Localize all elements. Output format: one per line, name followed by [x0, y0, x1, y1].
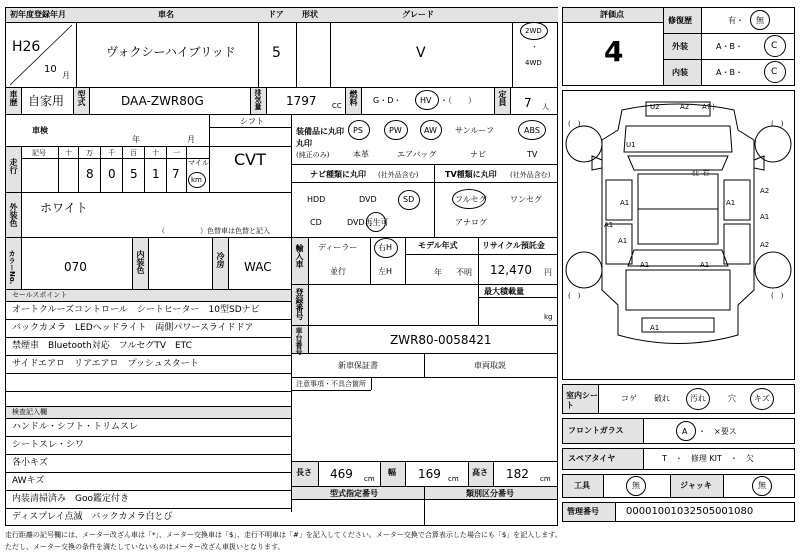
digit-header: 十: [152, 149, 159, 157]
equip-item: エアバッグ: [397, 150, 437, 159]
svg-text:( ): ( ): [568, 120, 581, 128]
car-name-label: 車名: [158, 10, 174, 19]
chassis-value: ZWR80-0058421: [390, 333, 492, 347]
equipment-sub: (純正のみ): [296, 151, 330, 159]
color-code: 070: [64, 260, 87, 274]
width-label: 幅: [388, 468, 396, 477]
equip-item: PS: [353, 126, 363, 135]
interior-label: 内装: [672, 68, 688, 77]
damage-code: A2: [760, 187, 770, 195]
grade-label: グレード: [402, 10, 434, 19]
exterior-value: A・B・: [716, 42, 743, 51]
new-warranty: 新車保証書: [338, 361, 378, 370]
sales-point-line: サイドエアロ リアエアロ プッシュスタート: [12, 359, 199, 369]
drive-dot: ・: [531, 43, 538, 51]
damage-code: ﾋﾋﾞ右: [692, 169, 710, 177]
height-unit: cm: [540, 475, 551, 483]
reg-year-label: 初年度登録年月: [10, 10, 66, 19]
digit-header: 百: [130, 149, 137, 157]
color-label: 外装色: [9, 203, 18, 227]
chassis-label: 車台番号: [295, 327, 303, 355]
color-value: ホワイト: [40, 201, 88, 215]
svg-text:( ): ( ): [771, 120, 784, 128]
digit-header: 万: [86, 149, 93, 157]
mileage-label: 走行: [9, 158, 18, 174]
fuel-hv: HV: [420, 96, 432, 105]
footer-note: ただし、メーター交換の条件を満たしていないものはメーター改ざん車扱いとなります。: [5, 543, 285, 551]
usage-value: 自家用: [28, 94, 65, 108]
sales-point-line: オートクルーズコントロール シートヒーター 10型SDナビ: [12, 305, 260, 315]
inspection-note-line: 各小キズ: [12, 458, 48, 468]
mileage-digit: 5: [130, 167, 138, 181]
damage-code: A?ト: [702, 103, 718, 111]
capacity-unit: 人: [542, 103, 549, 111]
management-label: 管理番号: [567, 507, 599, 516]
door-label: ドア: [268, 10, 284, 19]
interior-seat-option: 破れ: [654, 394, 670, 403]
sales-point-line: 禁煙車 Bluetooth対応 フルセグTV ETC: [12, 341, 192, 351]
jack-label: ジャッキ: [680, 481, 712, 490]
tools-value: 無: [632, 481, 640, 490]
inspection-notes-label: 検査記入欄: [12, 408, 47, 416]
color-note: （ ）色替車は色替と記入: [158, 227, 270, 235]
reg-year: H26: [12, 39, 41, 55]
repair-label: 修復歴: [668, 16, 692, 25]
cooler-label: 冷房: [216, 252, 225, 268]
mileage-sub: 記号: [32, 149, 46, 157]
digit-header: 千: [108, 149, 115, 157]
damage-code: A2: [760, 241, 770, 249]
color-code-label: カラーNo.: [8, 250, 16, 285]
shift-value: CVT: [234, 150, 266, 169]
height-label: 高さ: [472, 468, 488, 477]
model-year-unknown: 不明: [456, 268, 472, 277]
usage-label: 車歴: [9, 90, 18, 106]
spare-tire-value: T ・ 修理 KIT ・ 欠: [662, 454, 754, 463]
interior-value: A・B・: [716, 68, 743, 77]
tv-item: ワンセグ: [510, 195, 542, 204]
damage-code: U2: [650, 103, 660, 111]
steering-right: 右H: [378, 243, 393, 252]
equip-item: ABS: [524, 126, 540, 135]
drive-2wd: 2WD: [525, 27, 542, 35]
inspection-note-line: シートスレ・シワ: [12, 440, 84, 450]
import-label: 輸入車: [295, 244, 304, 268]
equip-item: サンルーフ: [455, 126, 494, 135]
tv-sub: (社外品含む): [510, 171, 551, 179]
fuel-label: 燃料: [349, 90, 358, 106]
car-name: ヴォクシーハイブリッド: [106, 45, 236, 59]
model-year-label: モデル年式: [418, 241, 458, 250]
equip-item: TV: [527, 150, 538, 159]
length-label: 長さ: [296, 468, 312, 477]
reg-month: 10: [44, 64, 57, 75]
length-unit: cm: [364, 475, 375, 483]
equipment-label-2: 丸印: [296, 139, 312, 148]
registration-label: 登録番号: [295, 288, 304, 320]
navi-sub: (社外品含む): [378, 171, 419, 179]
inspection-note-line: ディスプレイ点滅 バックカメラ白とび: [12, 512, 173, 522]
windshield-rest: ・ ×要ス: [698, 427, 737, 436]
fuel-options: G・D・: [373, 96, 402, 105]
recycle-value: 12,470: [490, 263, 532, 277]
cc-unit: CC: [332, 102, 342, 110]
tv-item: アナログ: [455, 218, 487, 227]
shape-label: 形状: [302, 10, 318, 19]
type-designation-label: 型式指定番号: [330, 489, 378, 498]
navi-item: DVD再生可: [347, 218, 389, 227]
interior-seat-option: 汚れ: [690, 394, 706, 403]
car-diagram-drawing: [562, 90, 795, 380]
capacity-label: 定員: [498, 90, 507, 106]
interior-circled: C: [771, 67, 778, 77]
navi-label: ナビ種類に丸印: [310, 170, 366, 179]
recycle-label: リサイクル預託金: [482, 241, 545, 250]
svg-text:( ): ( ): [568, 292, 581, 300]
damage-code: A2: [680, 103, 690, 111]
inspection-note-line: AWキズ: [12, 476, 45, 486]
length-value: 469: [330, 467, 353, 481]
windshield-label: フロントガラス: [568, 426, 624, 435]
inspection-year-unit: 年: [132, 135, 140, 144]
inspection-month-unit: 月: [187, 135, 195, 144]
mileage-digit: 8: [86, 167, 94, 181]
drive-4wd: 4WD: [525, 59, 542, 67]
interior-color-label: 内装色: [136, 250, 145, 274]
interior-seat-option: キズ: [754, 394, 770, 403]
interior-seat-label: 室内シート: [566, 391, 598, 410]
inspection-note-line: 内装清掃済み Goo鑑定付き: [12, 494, 129, 504]
model-year-unit: 年: [434, 268, 442, 277]
max-load-label: 最大積載量: [484, 287, 524, 296]
mile-label: マイル: [188, 159, 209, 167]
damage-code: A1: [760, 213, 770, 221]
footer-note: 走行距離の記号欄には、メーター改ざん車は「*」、メーター交換車は「$」、走行不明車は「#」を記入してください。メーター交換で合算表示した場合にも「$」を記入します。: [5, 531, 562, 539]
import-parallel: 並行: [330, 267, 346, 276]
exterior-circled: C: [771, 41, 778, 51]
digit-header: 十: [65, 149, 72, 157]
interior-seat-option: 穴: [728, 394, 736, 403]
shift-label: シフト: [240, 117, 264, 126]
windshield-a: A: [682, 427, 688, 436]
grade-value: V: [416, 45, 426, 61]
kg-unit: kg: [544, 313, 553, 321]
tv-label: TV種類に丸印: [445, 170, 497, 179]
import-dealer: ディーラー: [318, 243, 358, 252]
cooler-value: WAC: [244, 260, 272, 274]
height-value: 182: [506, 467, 529, 481]
notes-label: 注意事項・不具合箇所: [296, 380, 366, 388]
model-value: DAA-ZWR80G: [121, 94, 204, 108]
equip-item: AW: [424, 126, 437, 135]
equipment-label: 装備品に丸印: [296, 127, 344, 136]
repair-circled: 無: [756, 16, 764, 25]
displacement-label: 排気量: [254, 89, 262, 110]
mileage-digit: 1: [152, 167, 160, 181]
svg-text:( ): ( ): [771, 292, 784, 300]
spare-tire-label: スペアタイヤ: [568, 454, 616, 463]
damage-code: A1: [604, 221, 614, 229]
inspection-note-line: ハンドル・シフト・トリムスレ: [12, 422, 139, 432]
sales-point-line: バックカメラ LEDヘッドライト 両側パワースライドドア: [12, 323, 254, 333]
month-suffix: 月: [62, 71, 70, 80]
main-form: [5, 7, 558, 526]
category-label: 類別区分番号: [466, 489, 514, 498]
interior-seat-option: コゲ: [621, 394, 637, 403]
equip-item: PW: [389, 126, 402, 135]
evaluation-label: 評価点: [600, 10, 624, 19]
damage-code: A1: [618, 237, 628, 245]
exterior-label: 外装: [672, 42, 688, 51]
width-unit: cm: [448, 475, 459, 483]
fuel-paren: ・（ ）: [440, 96, 476, 105]
damage-code: A1: [640, 261, 650, 269]
equip-item: 本革: [353, 150, 369, 159]
management-value: 0000100103250500108​0: [626, 506, 754, 517]
damage-code: A1: [700, 261, 710, 269]
damage-code: U1: [626, 141, 636, 149]
displacement-value: 1797: [286, 94, 317, 108]
tv-item: フルセグ: [455, 195, 487, 204]
navi-item: SD: [403, 195, 415, 204]
navi-item: DVD: [359, 195, 377, 204]
recycle-yen: 円: [544, 268, 552, 277]
sales-points-label: セールスポイント: [12, 291, 68, 299]
capacity-value: 7: [524, 96, 532, 110]
width-value: 169: [418, 467, 441, 481]
model-label: 型式: [77, 90, 86, 106]
evaluation-score: 4: [604, 35, 624, 68]
damage-code: A1: [726, 199, 736, 207]
damage-code: A1: [620, 199, 630, 207]
km-label: km: [191, 176, 202, 184]
steering-left: 左H: [378, 267, 393, 276]
equip-item: ナビ: [470, 150, 486, 159]
navi-item: CD: [310, 218, 322, 227]
door-count: 5: [272, 45, 281, 61]
damage-code: A1: [650, 324, 660, 332]
jack-value: 無: [758, 481, 766, 490]
inspection-label: 車検: [32, 126, 48, 135]
navi-item: HDD: [307, 195, 326, 204]
mileage-digit: 7: [172, 167, 180, 181]
tools-label: 工具: [574, 481, 590, 490]
manual: 車両取説: [474, 361, 506, 370]
digit-header: 一: [173, 149, 180, 157]
mileage-digit: 0: [108, 167, 116, 181]
repair-value: 有・: [728, 16, 744, 25]
